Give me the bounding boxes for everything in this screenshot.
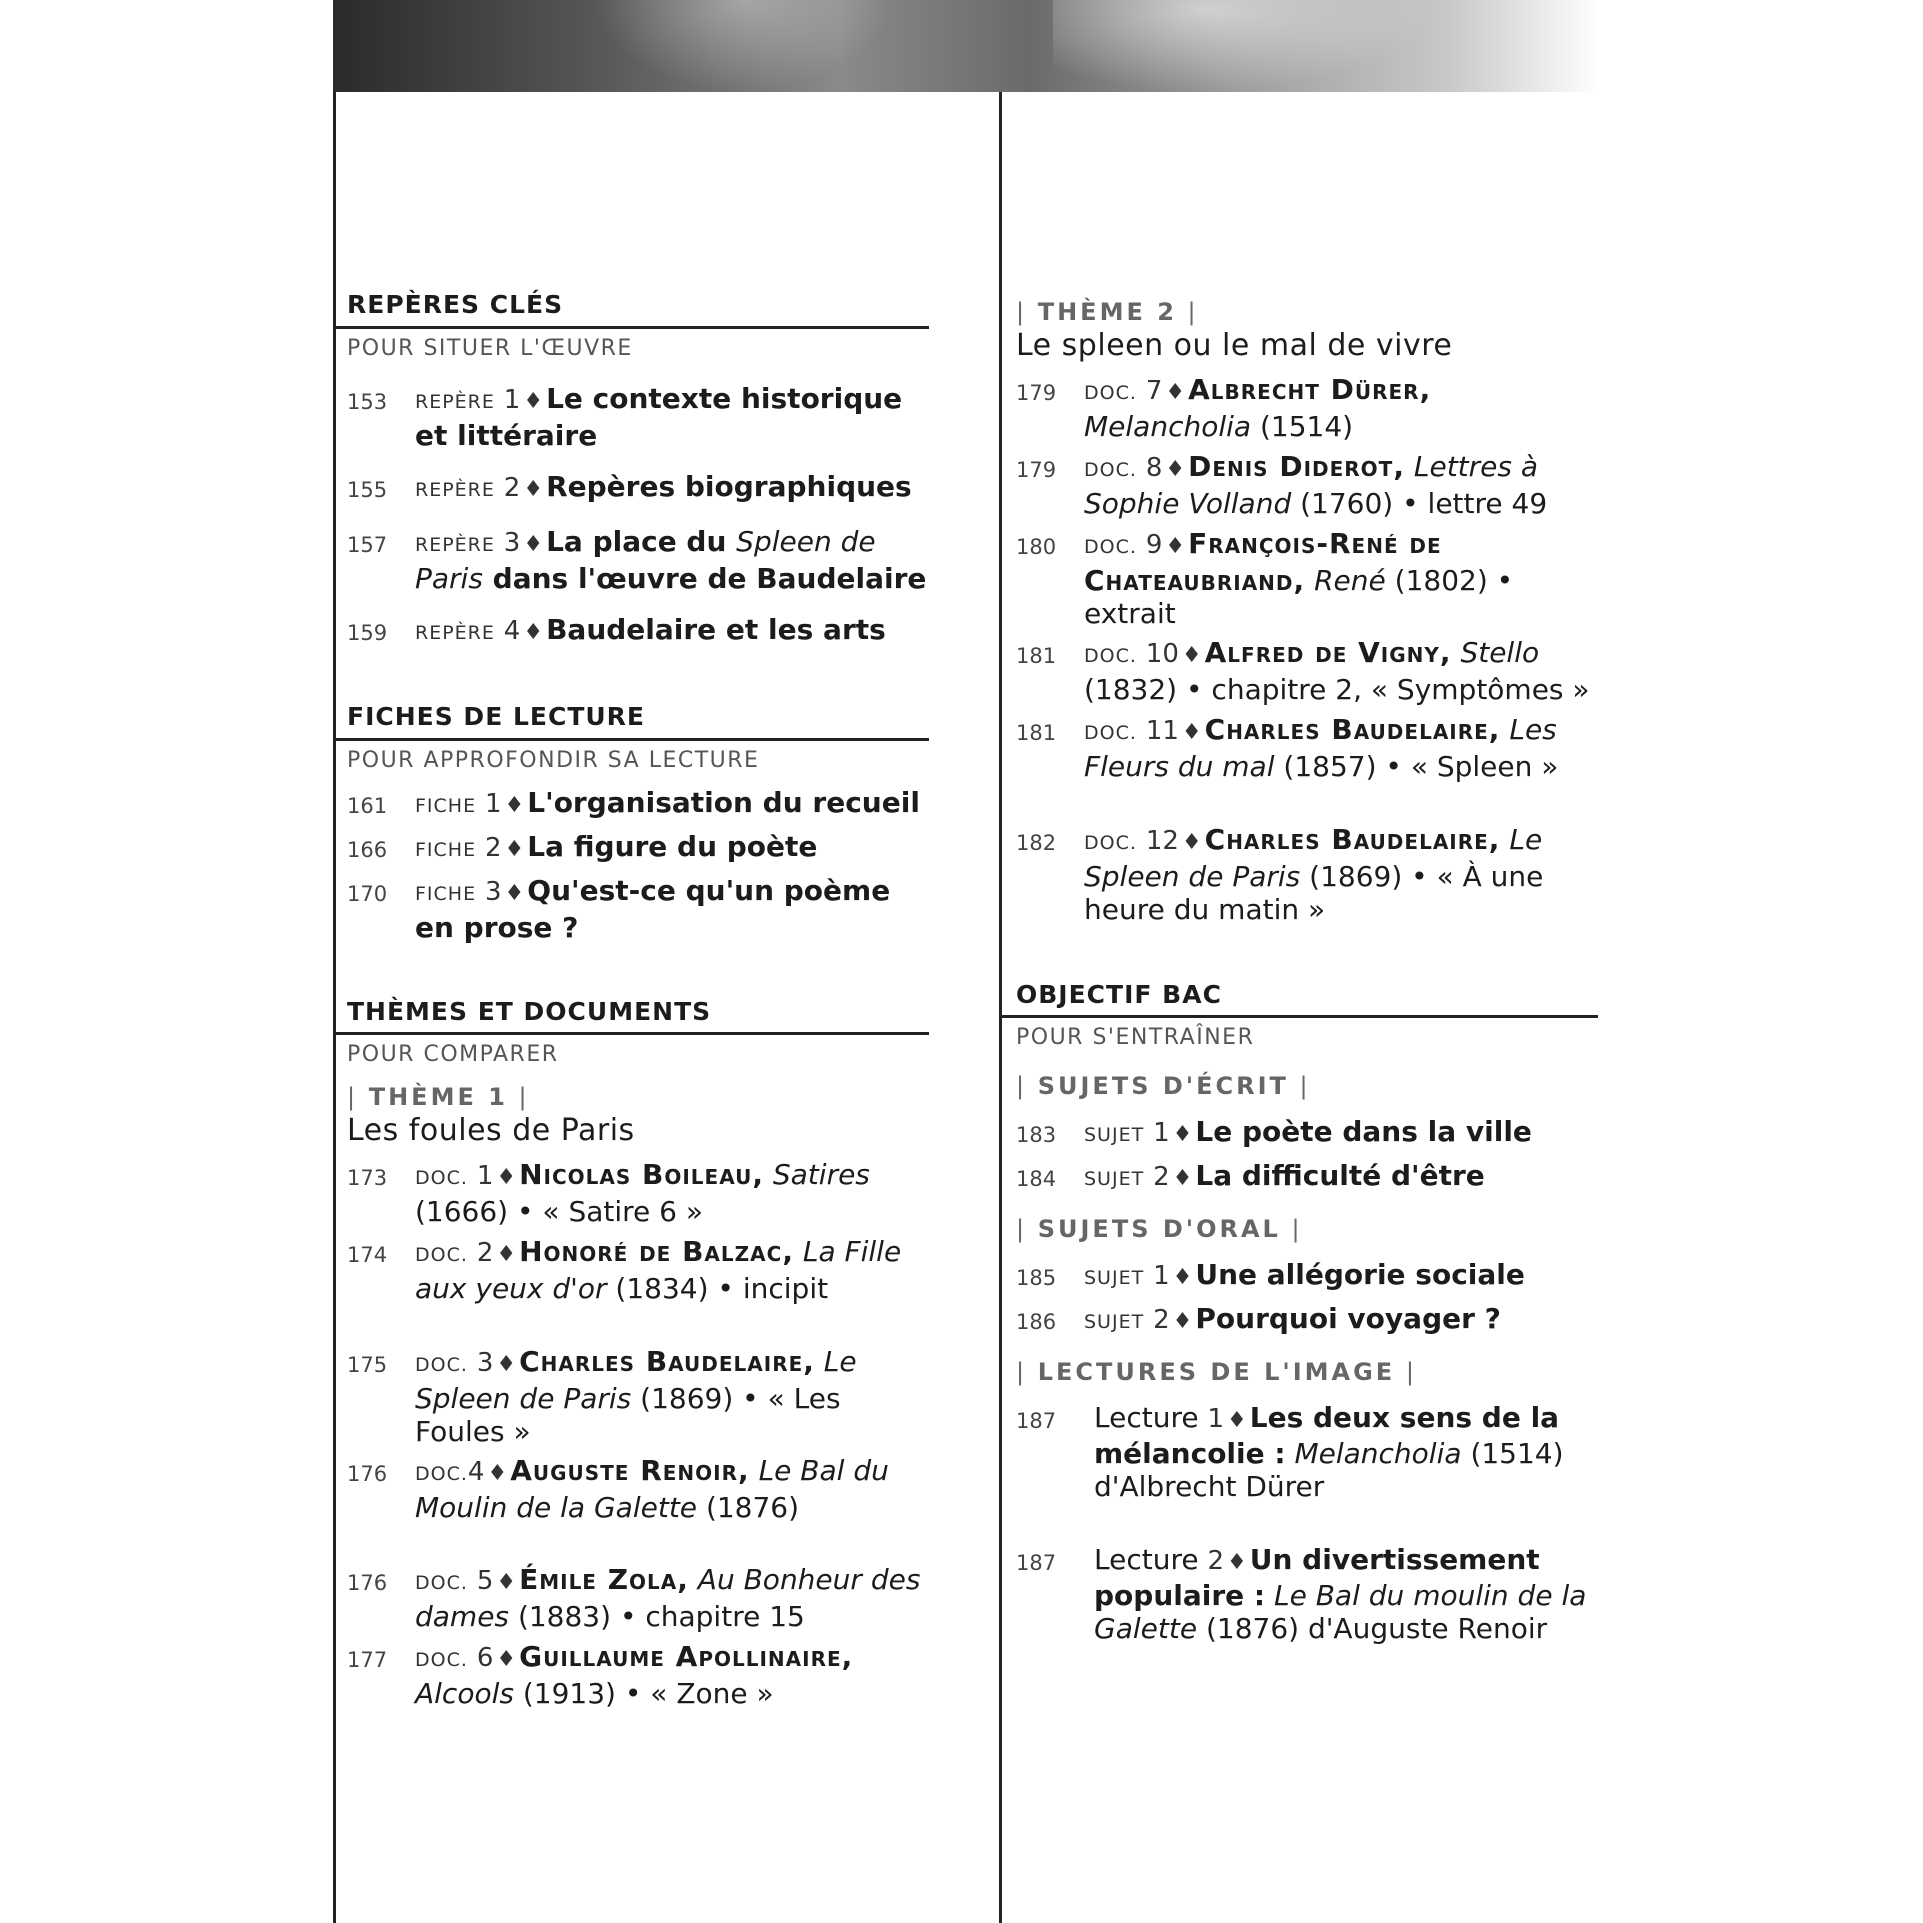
diamond-icon: ♦	[496, 1165, 517, 1190]
diamond-icon: ♦	[523, 389, 544, 414]
diamond-icon: ♦	[1227, 1550, 1247, 1575]
page-number: 159	[347, 621, 388, 645]
section-title-fiches: FICHES DE LECTURE	[347, 702, 646, 731]
page-number: 173	[347, 1166, 388, 1190]
page-number: 175	[347, 1353, 388, 1377]
entry-text: Lecture 2 ♦ Un divertissement populaire : Le Bal du moulin de la Galette (1876) d'Auguste Renoir	[1094, 1543, 1587, 1645]
page-number: 182	[1016, 831, 1057, 855]
section-title-themes: THÈMES ET DOCUMENTS	[347, 997, 712, 1026]
section-rule	[333, 738, 929, 741]
page-number: 181	[1016, 721, 1057, 745]
page-number: 177	[347, 1648, 388, 1672]
entry-text: REPÈRE 1 ♦ Le contexte historique et littéraire	[415, 382, 903, 452]
page-number: 187	[1016, 1551, 1057, 1575]
theme-1-name: Les foules de Paris	[347, 1113, 635, 1148]
entry-text: DOC. 10 ♦ Alfred de Vigny, Stello (1832) • chapitre 2, « Symptômes »	[1084, 636, 1590, 706]
page-number: 186	[1016, 1310, 1057, 1334]
entry-text: DOC. 12 ♦ Charles Baudelaire, Le Spleen de Paris (1869) • « À une heure du matin »	[1084, 823, 1544, 926]
page-number: 184	[1016, 1167, 1057, 1191]
page-number: 183	[1016, 1123, 1057, 1147]
entry-text: FICHE 1 ♦ L'organisation du recueil	[415, 786, 920, 819]
diamond-icon: ♦	[523, 477, 544, 502]
diamond-icon: ♦	[487, 1461, 508, 1486]
page-number: 155	[347, 478, 388, 502]
section-rule	[1002, 1015, 1598, 1018]
section-subtitle-reperes: POUR SITUER L'ŒUVRE	[347, 336, 633, 361]
diamond-icon: ♦	[504, 881, 525, 906]
column-divider	[999, 92, 1002, 1923]
diamond-icon: ♦	[1181, 720, 1202, 745]
page-number: 179	[1016, 458, 1057, 482]
diamond-icon: ♦	[504, 837, 525, 862]
entry-text: Lecture 1 ♦ Les deux sens de la mélancolie : Melancholia (1514) d'Albrecht Dürer	[1094, 1401, 1564, 1503]
page-number: 166	[347, 838, 388, 862]
diamond-icon: ♦	[496, 1570, 517, 1595]
section-subtitle-bac: POUR S'ENTRAÎNER	[1016, 1025, 1255, 1050]
entry-text: SUJET 2 ♦ Pourquoi voyager ?	[1084, 1302, 1501, 1335]
page-number: 157	[347, 533, 388, 557]
section-rule	[333, 1032, 929, 1035]
diamond-icon: ♦	[1165, 380, 1186, 405]
header-banner-image	[333, 0, 1600, 92]
diamond-icon: ♦	[1165, 534, 1186, 559]
diamond-icon: ♦	[1181, 643, 1202, 668]
entry-text: DOC. 2 ♦ Honoré de Balzac, La Fille aux yeux d'or (1834) • incipit	[415, 1235, 902, 1305]
diamond-icon: ♦	[1172, 1122, 1193, 1147]
theme-1-tag: | THÈME 1 |	[347, 1083, 530, 1111]
sujets-oral-tag: | SUJETS D'ORAL |	[1016, 1215, 1303, 1243]
diamond-icon: ♦	[496, 1647, 517, 1672]
sujets-ecrit-tag: | SUJETS D'ÉCRIT |	[1016, 1072, 1311, 1100]
diamond-icon: ♦	[523, 532, 544, 557]
page-number: 185	[1016, 1266, 1057, 1290]
section-title-bac: OBJECTIF BAC	[1016, 980, 1222, 1009]
page-number: 161	[347, 794, 388, 818]
section-subtitle-themes: POUR COMPARER	[347, 1042, 559, 1067]
entry-text: SUJET 2 ♦ La difficulté d'être	[1084, 1159, 1485, 1192]
diamond-icon: ♦	[1165, 457, 1186, 482]
page-number: 181	[1016, 644, 1057, 668]
left-margin-rule	[333, 92, 336, 1923]
entry-text: DOC. 7 ♦ Albrecht Dürer, Melancholia (1514)	[1084, 373, 1432, 443]
diamond-icon: ♦	[523, 620, 544, 645]
diamond-icon: ♦	[1172, 1166, 1193, 1191]
page-number: 170	[347, 882, 388, 906]
entry-text: DOC. 11 ♦ Charles Baudelaire, Les Fleurs du mal (1857) • « Spleen »	[1084, 713, 1559, 783]
entry-text: DOC. 6 ♦ Guillaume Apollinaire, Alcools (1913) • « Zone »	[415, 1640, 854, 1710]
diamond-icon: ♦	[1181, 830, 1202, 855]
entry-text: DOC.4 ♦ Auguste Renoir, Le Bal du Moulin de la Galette (1876)	[415, 1454, 889, 1524]
entry-text: DOC. 5 ♦ Émile Zola, Au Bonheur des dames (1883) • chapitre 15	[415, 1563, 921, 1633]
entry-text: DOC. 1 ♦ Nicolas Boileau, Satires (1666) • « Satire 6 »	[415, 1158, 870, 1228]
entry-text: DOC. 9 ♦ François-René de Chateaubriand, René (1802) • extrait	[1084, 527, 1514, 630]
entry-text: FICHE 2 ♦ La figure du poète	[415, 830, 818, 863]
entry-text: REPÈRE 4 ♦ Baudelaire et les arts	[415, 613, 886, 646]
diamond-icon: ♦	[496, 1242, 517, 1267]
entry-text: FICHE 3 ♦ Qu'est-ce qu'un poème en prose ?	[415, 874, 891, 944]
diamond-icon: ♦	[1172, 1265, 1193, 1290]
page-number: 179	[1016, 381, 1057, 405]
page-number: 176	[347, 1571, 388, 1595]
theme-2-tag: | THÈME 2 |	[1016, 298, 1199, 326]
entry-text: REPÈRE 3 ♦ La place du Spleen de Paris dans l'œuvre de Baudelaire	[415, 525, 927, 595]
entry-text: DOC. 8 ♦ Denis Diderot, Lettres à Sophie Volland (1760) • lettre 49	[1084, 450, 1548, 520]
section-rule	[333, 326, 929, 329]
theme-2-name: Le spleen ou le mal de vivre	[1016, 328, 1453, 363]
section-subtitle-fiches: POUR APPROFONDIR SA LECTURE	[347, 748, 760, 773]
diamond-icon: ♦	[496, 1352, 517, 1377]
entry-text: SUJET 1 ♦ Une allégorie sociale	[1084, 1258, 1525, 1291]
page-number: 153	[347, 390, 388, 414]
page-number: 174	[347, 1243, 388, 1267]
page-number: 180	[1016, 535, 1057, 559]
page-number: 176	[347, 1462, 388, 1486]
diamond-icon: ♦	[1172, 1309, 1193, 1334]
page-number: 187	[1016, 1409, 1057, 1433]
diamond-icon: ♦	[1227, 1408, 1247, 1433]
diamond-icon: ♦	[504, 793, 525, 818]
entry-text: DOC. 3 ♦ Charles Baudelaire, Le Spleen de Paris (1869) • « Les Foules »	[415, 1345, 857, 1448]
lectures-image-tag: | LECTURES DE L'IMAGE |	[1016, 1358, 1417, 1386]
entry-text: SUJET 1 ♦ Le poète dans la ville	[1084, 1115, 1532, 1148]
section-title-reperes: REPÈRES CLÉS	[347, 290, 564, 319]
entry-text: REPÈRE 2 ♦ Repères biographiques	[415, 470, 912, 503]
